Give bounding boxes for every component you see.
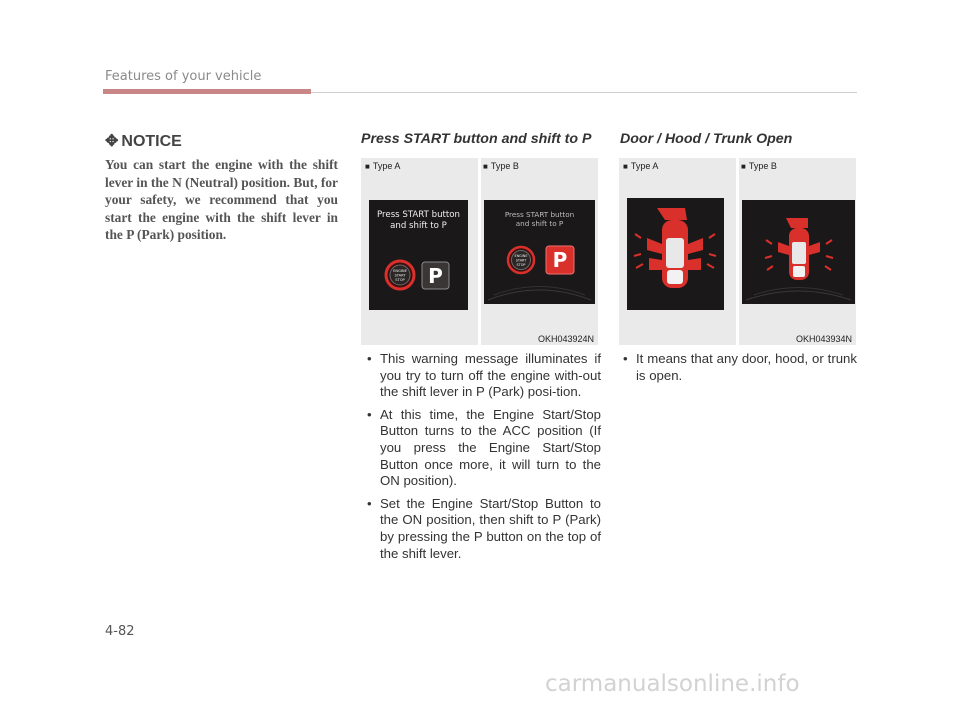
door-open-figure <box>619 158 856 345</box>
type-a-label <box>623 161 658 171</box>
screen-b-message-line2: and shift to P <box>515 219 564 228</box>
screen-a-message-line1: Press START button <box>377 210 460 220</box>
list-item: • It means that any door, hood, or trunk is open. <box>622 351 857 384</box>
watermark: carmanualsonline.info <box>545 671 800 697</box>
type-b-label <box>483 161 519 171</box>
door-screen-type-b <box>742 200 855 304</box>
list-item: • This warning message illuminates if you try to turn off the engine with-out the shift lever in P (Park) posi-tion. <box>366 351 601 401</box>
notice-title <box>105 131 182 151</box>
screen-b-graphic <box>484 200 595 304</box>
gear-p-letter: P <box>552 248 568 272</box>
section-header-title: Features of your vehicle <box>105 69 262 84</box>
notice-body: You can start the engine with the shift lever in the N (Neutral) position. But, for your safety, we recommend that you start the engine with the shift lever in the P (Park) position. <box>105 157 338 242</box>
start-stop-button-text-2: START <box>515 258 527 263</box>
open-hood <box>786 218 808 228</box>
open-door-front-right <box>688 238 703 254</box>
figure-code: OKH043924N <box>537 334 594 344</box>
press-start-figure <box>361 158 598 345</box>
notice-title-text: NOTICE <box>121 133 182 150</box>
car-open-icon-b <box>742 200 855 304</box>
open-door-rear-right <box>688 258 701 270</box>
gear-p-letter: P <box>428 264 443 288</box>
square-bullet-icon: ■ <box>623 162 628 171</box>
figure-code: OKH043934N <box>795 334 852 344</box>
header-rule <box>311 92 857 93</box>
square-bullet-icon: ■ <box>365 162 370 171</box>
type-b-label-text: Type B <box>748 161 777 171</box>
open-door-front-right <box>809 242 820 255</box>
start-stop-button-text-3: STOP <box>516 263 526 267</box>
type-b-label-text: Type B <box>490 161 519 171</box>
cluster-screen-type-b <box>484 200 595 304</box>
open-door-front-left <box>647 238 662 254</box>
cluster-screen-type-a <box>369 200 468 310</box>
page-number: 4-82 <box>105 624 135 639</box>
list-item: • At this time, the Engine Start/Stop Button turns to the ACC position (If you press the Engine Start/Stop Button once more, it will turn to the ON position). <box>366 407 601 490</box>
start-stop-button-text-2: START <box>394 273 406 278</box>
door-open-bullets <box>622 351 857 390</box>
open-door-front-left <box>778 242 789 255</box>
car-cabin <box>792 242 806 264</box>
figure-divider <box>478 158 481 345</box>
type-a-label-text: Type A <box>630 161 659 171</box>
open-hood <box>657 208 687 220</box>
type-b-label <box>741 161 777 171</box>
screen-b-message-line1: Press START button <box>504 210 575 219</box>
open-door-rear-left <box>649 258 662 270</box>
screen-a-graphic <box>369 200 468 310</box>
screen-a-message-line2: and shift to P <box>390 220 447 231</box>
door-open-heading: Door / Hood / Trunk Open <box>620 131 793 147</box>
start-stop-button-text-1: ENGINE <box>393 269 407 273</box>
car-open-icon-a <box>627 198 724 310</box>
type-a-label <box>365 161 400 171</box>
start-stop-button-text-1: ENGINE <box>514 254 528 258</box>
square-bullet-icon: ■ <box>483 162 488 171</box>
list-item: • Set the Engine Start/Stop Button to the ON position, then shift to P (Park) by pressing the P button on the top of the shift lever. <box>366 496 601 562</box>
door-screen-type-a <box>627 198 724 310</box>
press-start-heading: Press START button and shift to P <box>361 131 592 147</box>
car-cabin <box>666 238 684 268</box>
car-trunk <box>793 266 805 277</box>
square-bullet-icon: ■ <box>741 162 746 171</box>
start-stop-button-text-3: STOP <box>395 278 405 282</box>
car-trunk <box>667 270 683 284</box>
notice-star-icon: ✥ <box>105 133 119 150</box>
press-start-bullets <box>366 351 601 568</box>
figure-divider <box>736 158 739 345</box>
type-a-label-text: Type A <box>372 161 401 171</box>
header-accent-bar <box>103 89 311 94</box>
